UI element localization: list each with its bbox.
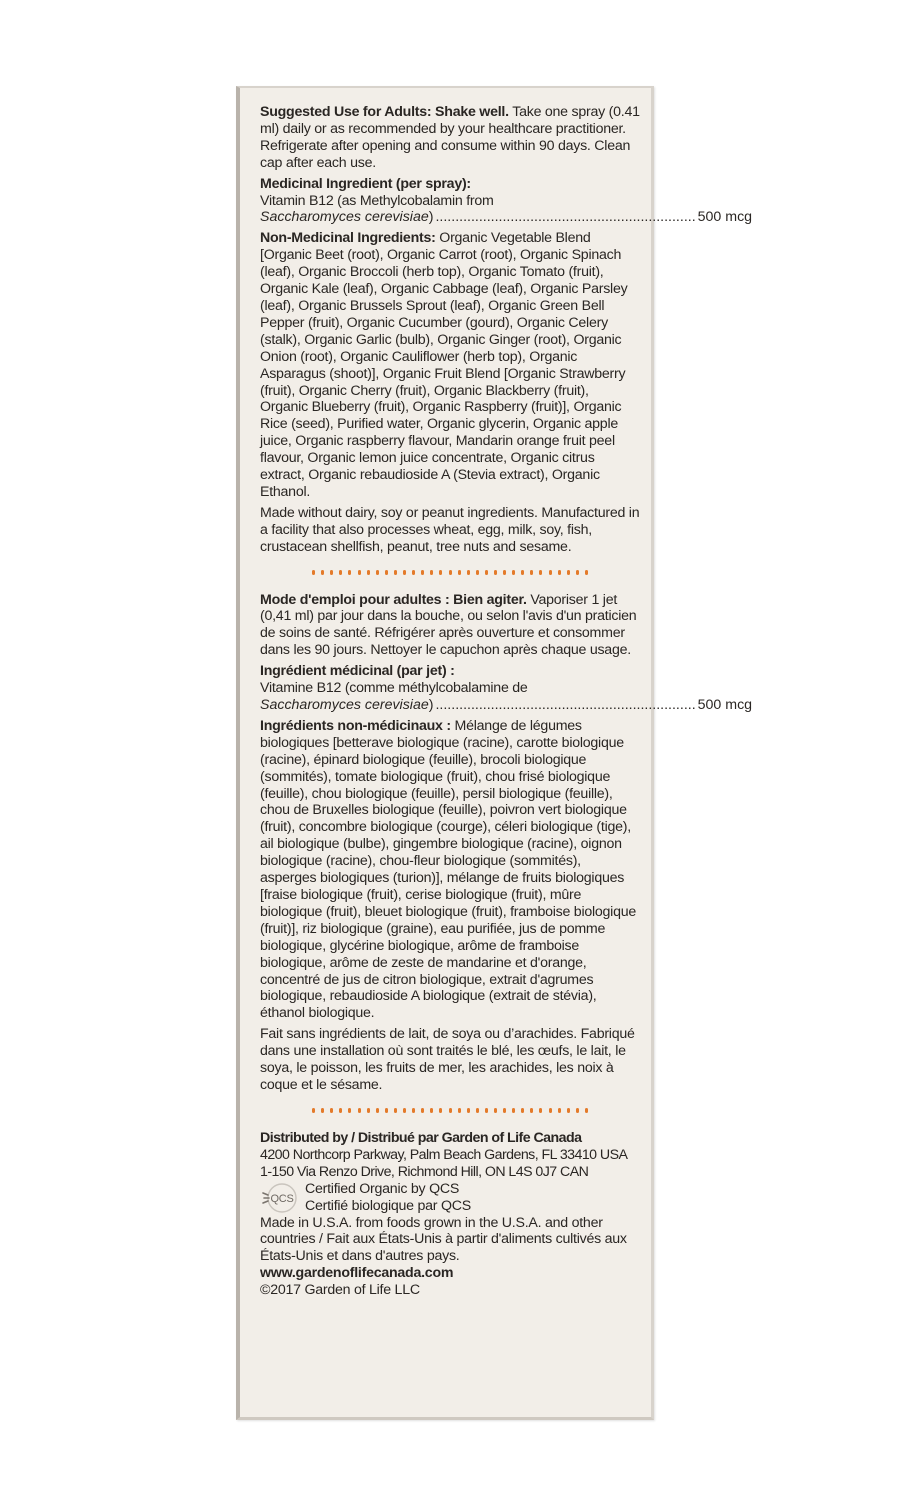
address-ca: 1-150 Via Renzo Drive, Richmond Hill, ON L4S 0J7 CAN — [260, 1163, 589, 1180]
suggested-use-en — [260, 104, 640, 172]
distribution-info — [260, 1130, 640, 1299]
suggested-use-en-text: Take one spray (0.41 ml) daily or as recommended by your healthcare practitioner. Refrigerate after opening and consume within 90 days. Clean cap after each use. — [260, 104, 640, 171]
suggested-use-fr-text: Vaporiser 1 jet (0,41 ml) par jour dans la bouche, ou selon l'avis d'un praticien de soins de santé. Réfrigérer après ouverture et consommer dans les 90 jours. Nettoyer le capuchon après chaque usage. — [260, 591, 637, 659]
medicinal-amount-en: 500 mcg — [697, 209, 753, 226]
medicinal-ingredient-en-label: Medicinal Ingredient (per spray): — [260, 175, 471, 192]
medicinal-species-en: Saccharomyces cerevisiae — [260, 209, 429, 226]
certified-fr: Certifié biologique par QCS — [305, 1197, 471, 1214]
medicinal-ingredient-fr-line: Vitamine B12 (comme méthylcobalamine de — [260, 680, 528, 697]
medicinal-species-fr: Saccharomyces cerevisiae — [260, 697, 429, 713]
non-medicinal-fr-label: Ingrédients non-médicinaux : — [260, 717, 451, 734]
copyright: ©2017 Garden of Life LLC — [260, 1282, 420, 1299]
suggested-use-en-label: Suggested Use for Adults: Shake well. — [260, 104, 509, 120]
certification-row — [259, 1181, 640, 1215]
non-medicinal-ingredients-en — [260, 230, 640, 501]
qcs-logo-icon — [259, 1181, 301, 1215]
medicinal-ingredient-en-line: Vitamin B12 (as Methylcobalamin from — [260, 192, 494, 209]
label-content — [260, 104, 753, 1299]
suggested-use-fr-label: Mode d'emploi pour adultes : Bien agiter. — [260, 591, 527, 608]
non-medicinal-fr-text: Mélange de légumes biologiques [betterave biologique (racine), carotte biologique (racine), épinard biologique (feuille), brocoli biologique (sommités), tomate biologique (fruit), chou frisé biologique (feuille), chou biologique (feuille), persil biologique (feuille), chou de Bruxelles biologique (feuille), poivron vert biologique (fruit), concombre biologique (courge), céleri biologique (tige), ail biologique (bulbe), gingembre biologique (racine), oignon biologique (racine), chou-fleur biologique (sommités), asperges biologiques (turion)], mélange de fruits biologiques [fraise biologique (fruit), cerise biologique (fruit), mûre biologique (fruit), bleuet biologique (fruit), framboise biologique (fruit)], riz biologique (graine), eau purifiée, jus de pomme biologique, glycérine biologique, arôme de framboise biologique, arôme de zeste de mandarine et d'orange, concentré de jus de citron biologique, extrait d'agrumes biologique, rebaudioside A biologique (extrait de stévia), éthanol biologique. — [260, 717, 636, 1022]
medicinal-ingredient-en-row: Saccharomyces cerevisiae) .................................................................. 500 mcg — [260, 209, 753, 226]
medicinal-ingredient-fr — [260, 663, 753, 714]
medicinal-amount-fr: 500 mcg — [697, 697, 753, 713]
allergen-statement-en: Made without dairy, soy or peanut ingredients. Manufactured in a facility that also processes wheat, egg, milk, soy, fish, crustacean shellfish, peanut, tree nuts and sesame. — [260, 504, 640, 555]
allergen-statement-fr: Fait sans ingrédients de lait, de soya ou d’arachides. Fabriqué dans une installation où sont traités le blé, les œufs, le lait, le soya, le poisson, les fruits de mer, les arachides, les noix à coque et le sésame. — [260, 1026, 635, 1093]
suggested-use-fr — [260, 592, 640, 660]
medicinal-ingredient-en — [260, 175, 753, 227]
divider-dots-2 — [260, 1108, 640, 1114]
non-medicinal-en-text: Organic Vegetable Blend [Organic Beet (root), Organic Carrot (root), Organic Spinach (leaf), Organic Broccoli (herb top), Organic Tomato (fruit), Organic Kale (leaf), Organic Cabbage (leaf), Organic Parsley (leaf), Organic Brussels Sprout (leaf), Organic Green Bell Pepper (fruit), Organic Cucumber (gourd), Organic Celery (stalk), Organic Garlic (bulb), Organic Ginger (root), Organic Onion (root), Organic Cauliflower (herb top), Organic Asparagus (shoot)], Organic Fruit Blend [Organic Strawberry (fruit), Organic Cherry (fruit), Organic Blackberry (fruit), Organic Blueberry (fruit), Organic Raspberry (fruit)], Organic Rice (seed), Purified water, Organic glycerin, Organic apple juice, Organic raspberry flavour, Mandarin orange fruit peel flavour, Organic lemon juice concentrate, Organic citrus extract, Organic rebaudioside A (Stevia extract), Organic Ethanol. — [260, 230, 628, 500]
made-in-statement: Made in U.S.A. from foods grown in the U.S.A. and other countries / Fait aux États-Unis à partir d'aliments cultivés aux États-Unis et dans d'autres pays. — [260, 1214, 627, 1265]
non-medicinal-en-label: Non-Medicinal Ingredients: — [260, 230, 436, 247]
non-medicinal-ingredients-fr — [260, 718, 640, 1022]
medicinal-ingredient-fr-label: Ingrédient médicinal (par jet) : — [260, 663, 455, 680]
medicinal-ingredient-fr-row: Saccharomyces cerevisiae) .................................................................. 500 mcg — [260, 697, 753, 713]
distributed-by: Distributed by / Distribué par Garden of Life Canada — [260, 1129, 582, 1146]
certified-en: Certified Organic by QCS — [305, 1180, 460, 1197]
product-label-panel — [236, 86, 753, 1420]
address-us: 4200 Northcorp Parkway, Palm Beach Gardens, FL 33410 USA — [260, 1146, 628, 1163]
website-link[interactable]: www.gardenoflifecanada.com — [260, 1265, 454, 1282]
svg-text:QCS: QCS — [270, 1192, 294, 1205]
divider-dots-1 — [260, 570, 640, 576]
